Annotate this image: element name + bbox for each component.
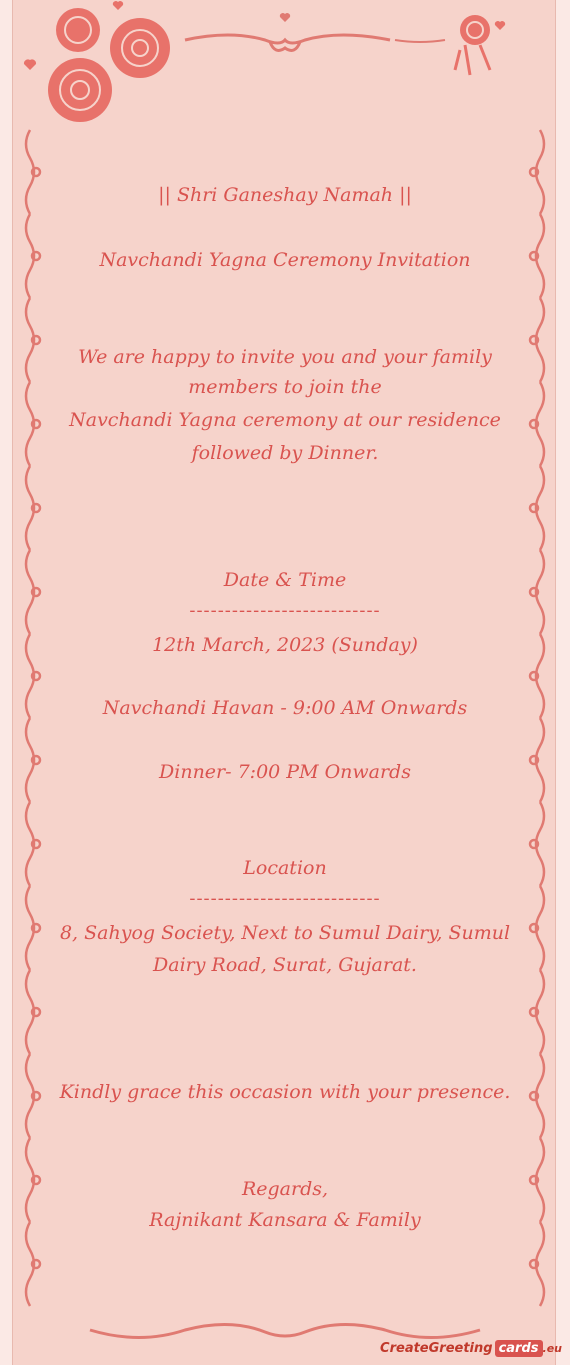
border-curl (32, 588, 40, 596)
border-curl (530, 252, 538, 260)
event-date: 12th March, 2023 (Sunday) (152, 634, 418, 656)
border-curl (530, 588, 538, 596)
schedule-heading: Date & Time (223, 569, 347, 591)
schedule-divider: --------------------------- (189, 600, 381, 621)
address-line: Dairy Road, Surat, Gujarat. (153, 954, 417, 976)
top-flourish-icon (185, 35, 445, 50)
host-name: Rajnikant Kansara & Family (149, 1209, 421, 1231)
border-curl (32, 1008, 40, 1016)
border-curl (32, 1260, 40, 1268)
rose-cluster-icon (24, 1, 170, 122)
message-line: members to join the (188, 376, 382, 398)
border-curl (530, 1092, 538, 1100)
watermark-part: .eu (542, 1341, 562, 1355)
border-curl (32, 420, 40, 428)
border-curl (530, 924, 538, 932)
location-heading: Location (243, 857, 327, 879)
border-curl (32, 840, 40, 848)
site-watermark[interactable] (380, 1337, 562, 1359)
heart-icon (280, 13, 290, 22)
border-curl (530, 756, 538, 764)
havan-time: Navchandi Havan - 9:00 AM Onwards (102, 697, 468, 719)
border-curl (32, 336, 40, 344)
border-curl (32, 1176, 40, 1184)
border-curl (530, 840, 538, 848)
dinner-time: Dinner- 7:00 PM Onwards (159, 761, 411, 783)
watermark-part: CreateGreeting (380, 1340, 493, 1356)
border-curl (32, 924, 40, 932)
border-curl (32, 252, 40, 260)
border-curl (530, 1260, 538, 1268)
border-curl (530, 336, 538, 344)
border-curl (530, 168, 538, 176)
message-line: We are happy to invite you and your family (78, 346, 492, 368)
location-divider: --------------------------- (189, 888, 381, 909)
page-title: Navchandi Yagna Ceremony Invitation (99, 249, 471, 271)
bottom-flourish-icon (90, 1324, 480, 1337)
regards-text: Regards, (241, 1178, 329, 1200)
border-curl (32, 756, 40, 764)
rose-bouquet-icon (455, 15, 505, 75)
border-curl (32, 672, 40, 680)
message-line: Navchandi Yagna ceremony at our residence (69, 409, 501, 431)
border-curl (32, 504, 40, 512)
border-curl (530, 672, 538, 680)
border-curl (32, 1092, 40, 1100)
border-curl (530, 420, 538, 428)
address-line: 8, Sahyog Society, Next to Sumul Dairy, Sumul (59, 922, 511, 944)
border-curl (530, 1176, 538, 1184)
closing-text: Kindly grace this occasion with your presence. (59, 1081, 511, 1103)
message-line: followed by Dinner. (191, 442, 379, 464)
border-curl (530, 504, 538, 512)
border-curl (32, 168, 40, 176)
invocation: || Shri Ganeshay Namah || (158, 184, 412, 206)
border-curl (530, 1008, 538, 1016)
watermark-part: cards (495, 1340, 543, 1357)
